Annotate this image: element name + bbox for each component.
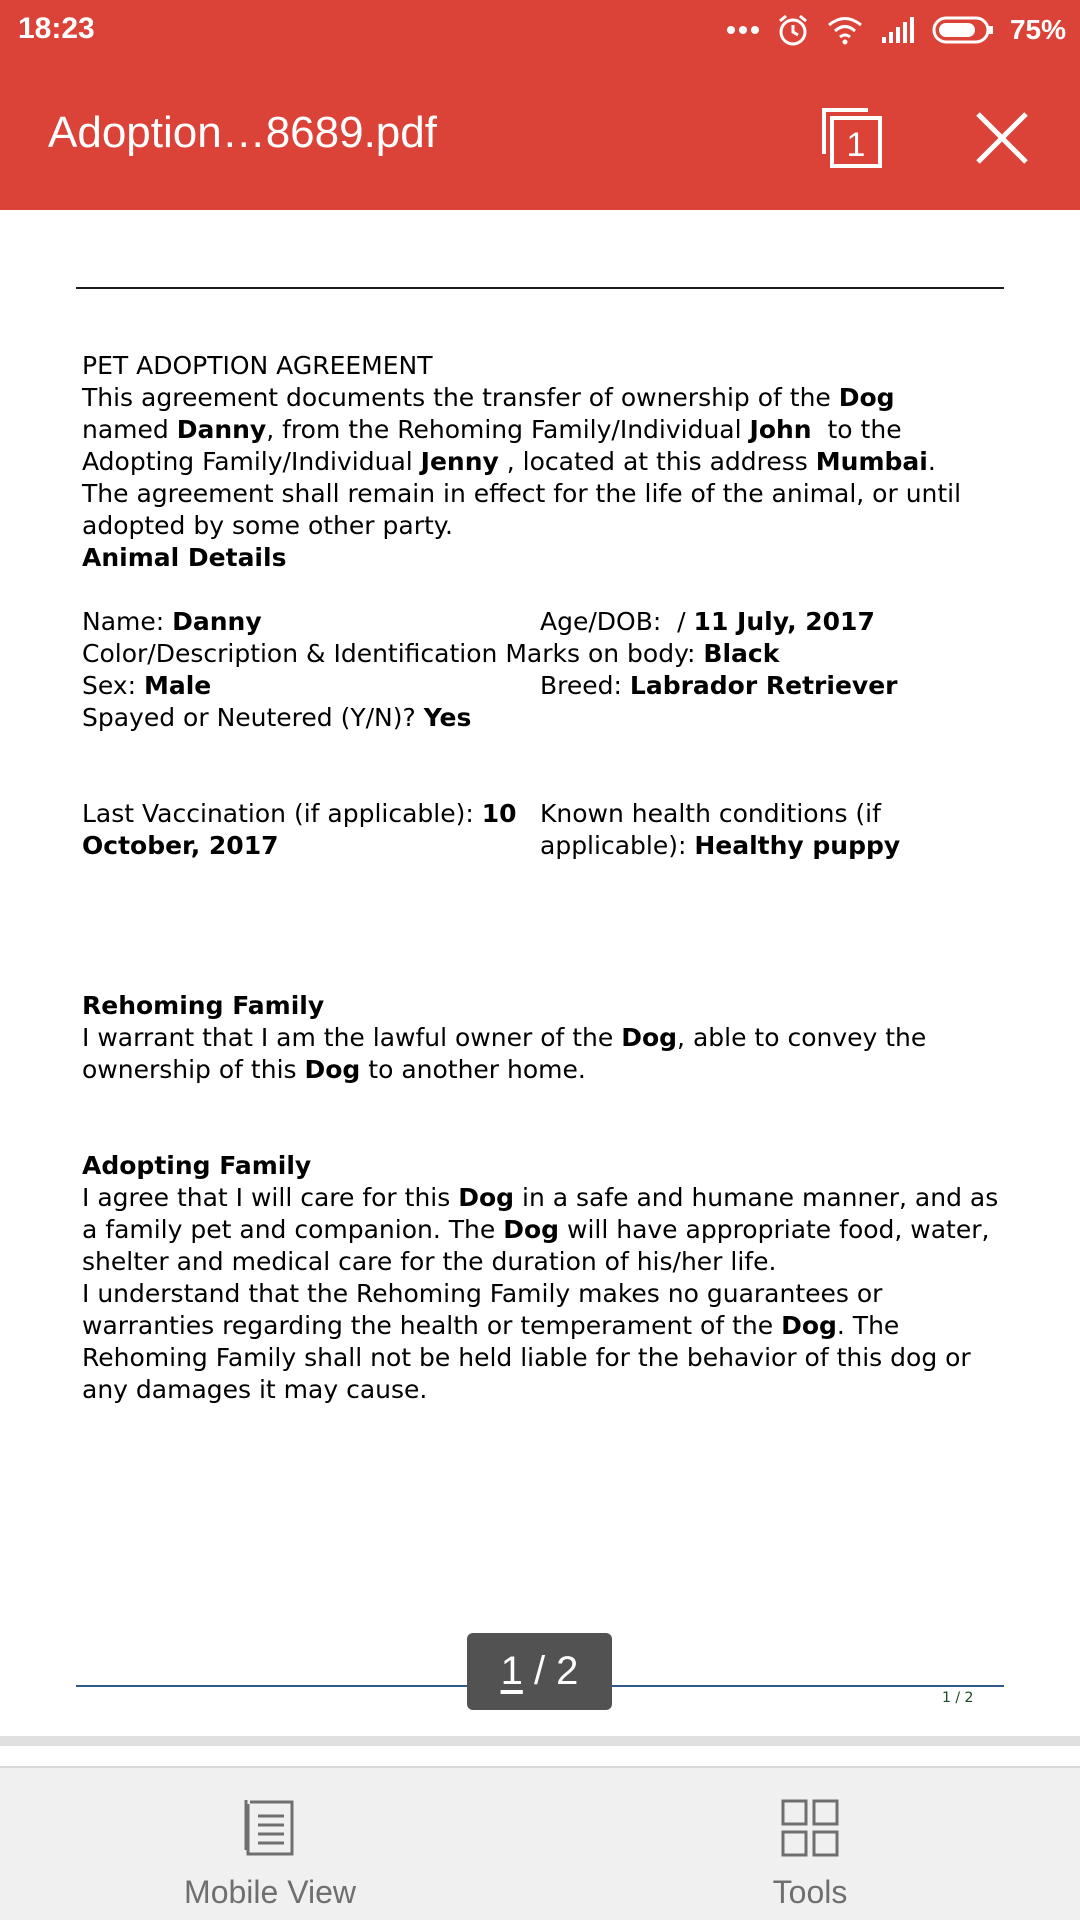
close-icon <box>974 110 1030 166</box>
wifi-icon <box>826 15 864 45</box>
adopting-paragraph: I agree that I will care for this Dog in a safe and humane manner, and as a family pet and companion. The Dog will have appropriate food, water, shelter and medical care for the duration of his/her life. I understand that the Rehoming Family makes no guarantees or warranties regarding the health or temperament of the Dog. The Rehoming Family shall not be held liable for the behavior of this dog or any damages it may cause. <box>82 1183 999 1404</box>
footer-page-number: 1 / 2 <box>942 1690 974 1706</box>
document-page <box>82 350 1002 1406</box>
more-dots-icon <box>726 25 760 35</box>
animal-details: Name: Danny Age/DOB: / 11 July, 2017 Color/Description & Identification Marks on body: Black Sex: Male Breed: Labrador Retriever <box>82 607 898 700</box>
page-indicator: 1 / 2 <box>467 1633 612 1710</box>
intro-paragraph: This agreement documents the transfer of ownership of the Dog named Danny, from the Rehoming Family/Individual John to the Adopting Family/Individual Jenny , located at this address Mumbai. <box>82 383 936 476</box>
tools-button[interactable] <box>540 1768 1080 1920</box>
rehoming-heading: Rehoming Family <box>82 991 325 1020</box>
status-icons <box>726 10 1066 50</box>
battery-icon <box>932 15 994 45</box>
rehoming-paragraph: I warrant that I am the lawful owner of the Dog, able to convey the ownership of this Dog to another home. <box>82 1023 927 1084</box>
pages-icon <box>820 106 884 170</box>
mobile-view-icon <box>242 1798 298 1858</box>
app-header <box>0 0 1080 210</box>
effect-paragraph: The agreement shall remain in effect for the life of the animal, or until adopted by some other party. <box>82 479 962 540</box>
status-time: 18:23 <box>18 12 95 45</box>
battery-percent: 75% <box>1009 14 1066 45</box>
page-count-button[interactable] <box>812 98 892 178</box>
adopting-heading: Adopting Family <box>82 1151 312 1180</box>
page-separator <box>0 1736 1080 1746</box>
tools-label: Tools <box>772 1874 848 1910</box>
animal-details-heading: Animal Details <box>82 543 287 572</box>
bottom-toolbar <box>0 1766 1080 1920</box>
tools-icon <box>780 1798 840 1858</box>
pdf-viewer[interactable] <box>0 210 1080 1750</box>
signal-icon <box>880 15 916 45</box>
doc-heading: PET ADOPTION AGREEMENT <box>82 351 433 380</box>
health-details: Last Vaccination (if applicable): 10 October, 2017 Known health conditions (if applicable): Healthy puppy <box>82 799 901 860</box>
spayed-line: Spayed or Neutered (Y/N)? Yes <box>82 703 472 732</box>
document-title: Adoption…8689.pdf <box>48 108 437 157</box>
close-button[interactable] <box>962 98 1042 178</box>
mobile-view-button[interactable] <box>0 1768 540 1920</box>
header-rule <box>76 287 1004 289</box>
mobile-view-label: Mobile View <box>184 1874 356 1910</box>
page-count-label: 1 <box>846 126 866 164</box>
alarm-icon <box>776 13 810 47</box>
